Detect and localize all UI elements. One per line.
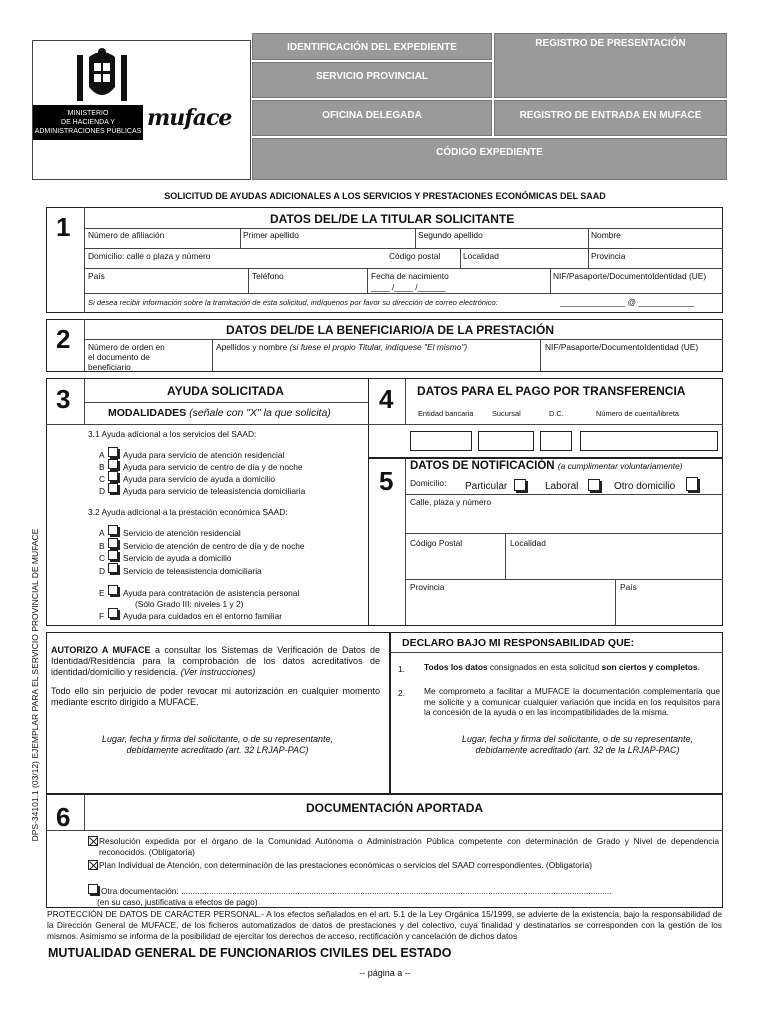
s32-b-letter: B [99, 541, 105, 551]
modalidades-label [108, 407, 331, 419]
s32-e-letter: E [99, 588, 105, 598]
apellidos-note: (si fuese el propio Titular, indíquese "El mismo") [289, 342, 468, 352]
proteccion-datos: PROTECCIÓN DE DATOS DE CARÁCTER PERSONAL.- A los efectos señalados en el art. 5.1 de la Ley Orgánica 15/1999, se advierte de la existencia, bajo la responsabilidad de la Dirección General de MUFACE, de los ficheros automatizados de datos de prestaciones y del colectivo, cuya finalidad y destinatarios se corresponden con la gestión de los mismos. Asimismo se informa de la posibilidad de ejercitar los derechos de acceso, rectificación y cancelación de dichos datos [47, 909, 722, 941]
d2-checkbox-checked[interactable] [88, 860, 98, 870]
section-3-title: AYUDA SOLICITADA [167, 384, 284, 398]
identificacion-expediente-cell: IDENTIFICACIÓN DEL EXPEDIENTE [252, 33, 492, 60]
otro-domicilio-label: Otro domicilio [614, 481, 676, 492]
codigo-postal-label: Código postal [389, 251, 441, 261]
section-6-title: DOCUMENTACIÓN APORTADA [306, 801, 484, 815]
numero-afiliacion-label: Número de afiliación [88, 230, 165, 240]
s32-d-checkbox[interactable] [108, 563, 118, 573]
autorizo-firma: Lugar, fecha y firma del solicitante, o de su representante, debidamente acreditado (art. 32 LRJAP-PAC) [101, 734, 334, 755]
dc-input[interactable] [540, 431, 572, 451]
s32-c-letter: C [99, 553, 106, 563]
email-template[interactable]: ______________ @ ____________ [560, 297, 695, 307]
provincia-label: Provincia [591, 251, 626, 261]
document-title: SOLICITUD DE AYUDAS ADICIONALES A LOS SERVICIOS Y PRESTACIONES ECONÓMICAS DEL SAAD [164, 191, 606, 201]
s31-d-letter: D [99, 486, 106, 496]
ministry-line-3: ADMINISTRACIONES PÚBLICAS [34, 128, 142, 135]
apellidos-nombre-label [216, 342, 467, 352]
entidad-label: Entidad bancaria [418, 409, 474, 418]
orden-line-1: Número de orden en [88, 342, 165, 352]
declaro-1-c: son ciertos y completos [601, 662, 698, 672]
s32-e-text: Ayuda para contratación de asistencia personal [123, 588, 300, 598]
declaro-title: DECLARO BAJO MI RESPONSABILIDAD QUE: [402, 637, 635, 649]
modalidades-note: (señale con "X" la que solicita) [189, 407, 331, 419]
codigo-expediente-cell: CÓDIGO EXPEDIENTE [252, 138, 727, 180]
pais-label: País [88, 271, 105, 281]
orden-line-3: beneficiario [88, 362, 131, 372]
header-logo-box [32, 40, 251, 180]
servicio-provincial-cell: SERVICIO PROVINCIAL [252, 62, 492, 98]
s31-b-checkbox[interactable] [108, 459, 118, 469]
domicilio-label: Domicilio: calle o plaza y número [88, 251, 211, 261]
s31-a-checkbox[interactable] [108, 447, 118, 457]
s32-c-text: Servicio de ayuda a domicilio [123, 553, 232, 563]
section-1-title: DATOS DEL/DE LA TITULAR SOLICITANTE [270, 212, 515, 226]
footer-title: MUTUALIDAD GENERAL DE FUNCIONARIOS CIVILES DEL ESTADO [48, 946, 452, 960]
s31-c-letter: C [99, 474, 106, 484]
s5-provincia-label: Provincia [410, 582, 445, 592]
declaro-2-text: Me comprometo a facilitar a MUFACE la documentación complementaria que me solicite y a comunicar cualquier variación que incida en los requisitos para la concesión de la ayuda o en las incompatibilidades de la misma. [424, 686, 720, 717]
s5-title-note: (a cumplimentar voluntariamente) [557, 461, 683, 471]
email-note: Si desea recibir información sobre la tramitación de esta solicitud, indíquenos por favor su dirección de correo electrónico: [88, 298, 498, 307]
autorizo-body: a consultar los Sistemas de Verificación de Datos de Identidad/Residencia para la comprobación de los datos acreditativos de identidad/domicilio y residencia. [51, 645, 380, 677]
otro-domicilio-checkbox[interactable] [686, 477, 698, 491]
d3-checkbox[interactable] [88, 884, 98, 894]
fecha-template: ____ /____ /______ [371, 282, 446, 292]
s32-a-text: Servicio de atención residencial [123, 528, 241, 538]
autorizo-bold: AUTORIZO A MUFACE [51, 645, 151, 655]
primer-apellido-label: Primer apellido [243, 230, 299, 240]
autorizo-revocar: Todo ello sin perjuicio de poder revocar mi autorización en cualquier momento mediante escrito dirigido a MUFACE. [51, 686, 380, 707]
documento-1: Resolución expedida por el órgano de la Comunidad Autónoma o Administración Pública competente con determinación de Grado y Nivel de dependencia reconocidos. (Obligatoria) [99, 836, 719, 857]
cuenta-label: Número de cuenta/libreta [596, 409, 679, 418]
documento-2: Plan Individual de Atención, con determinación de las prestaciones económicas o servicios del SAAD correspondientes. (Obligatoria) [99, 860, 592, 870]
cuenta-input[interactable] [580, 431, 718, 451]
s5-localidad-label: Localidad [510, 538, 546, 548]
particular-label: Particular [465, 481, 508, 492]
s32-f-checkbox[interactable] [108, 608, 118, 618]
s31-d-text: Ayuda para servicio de teleasistencia domiciliaria [123, 486, 306, 496]
orden-line-2: el documento de [88, 352, 150, 362]
segundo-apellido-label: Segundo apellido [418, 230, 483, 240]
apellidos-text: Apellidos y nombre [216, 342, 288, 352]
oficina-delegada-cell: OFICINA DELEGADA [252, 100, 492, 136]
s31-b-letter: B [99, 462, 105, 472]
declaro-1-b: consignados en esta solicitud [487, 662, 602, 672]
s32-d-text: Servicio de teleasistencia domiciliaria [123, 566, 262, 576]
page-label: -- página a -- [359, 968, 411, 978]
declaro-1-text [424, 662, 720, 673]
declaro-2-num: 2. [398, 688, 405, 698]
dc-label: D.C. [549, 409, 564, 418]
entidad-input[interactable] [410, 431, 472, 451]
s32-c-checkbox[interactable] [108, 550, 118, 560]
localidad-label: Localidad [463, 251, 499, 261]
muface-logo: muface [147, 105, 232, 131]
nif-text: NIF/Pasaporte/DocumentoIdentidad [553, 271, 687, 281]
nombre-label: Nombre [591, 230, 621, 240]
sucursal-input[interactable] [478, 431, 534, 451]
section-5-title [410, 460, 683, 472]
modalidades-text: MODALIDADES [108, 407, 187, 419]
coat-of-arms-icon [67, 47, 137, 105]
nif-ue: (UE) [688, 271, 707, 281]
fecha-nacimiento-label: Fecha de nacimiento [371, 271, 449, 281]
sub1-label: 3.1 Ayuda adicional a los servicios del SAAD: [88, 429, 257, 439]
s32-a-checkbox[interactable] [108, 525, 118, 535]
autorizo-text [51, 645, 380, 678]
s32-d-letter: D [99, 566, 106, 576]
ministry-label [33, 105, 143, 140]
section-5-number: 5 [379, 466, 394, 496]
particular-checkbox[interactable] [514, 479, 526, 491]
documento-3-note: (en su caso, justificativa a efectos de pago) [97, 897, 258, 907]
s31-d-checkbox[interactable] [108, 483, 118, 493]
declaro-1-a: Todos los datos [424, 662, 488, 672]
s5-codigo-postal-label: Código Postal [410, 538, 463, 548]
s32-e-checkbox[interactable] [108, 585, 118, 595]
section-6-number: 6 [56, 802, 71, 832]
laboral-label: Laboral [545, 481, 579, 492]
autorizo-instrucciones: (Ver instrucciones) [180, 667, 256, 677]
registro-presentacion-cell: REGISTRO DE PRESENTACIÓN [494, 33, 727, 98]
declaro-firma: Lugar, fecha y firma del solicitante, o de su representante, debidamente acreditado (art. 32 de la LRJAP-PAC) [461, 734, 694, 755]
s32-f-text: Ayuda para cuidados en el entorno familiar [123, 611, 283, 621]
sub2-label: 3.2 Ayuda adicional a la prestación económica SAAD: [88, 507, 288, 517]
s32-a-letter: A [99, 528, 105, 538]
registro-entrada-cell: REGISTRO DE ENTRADA EN MUFACE [494, 100, 727, 136]
s5-domicilio-label: Domicilio: [410, 478, 447, 488]
declaro-1-d: . [697, 662, 700, 672]
ministry-line-2: DE HACIENDA Y [61, 119, 115, 126]
section-4-number: 4 [379, 384, 394, 414]
s31-a-text: Ayuda para servicio de atención residencial [123, 450, 285, 460]
s32-f-letter: F [99, 611, 105, 621]
laboral-checkbox[interactable] [588, 479, 600, 491]
ministry-line-1: MINISTERIO [67, 110, 109, 117]
section-3-number: 3 [56, 384, 71, 414]
d1-checkbox-checked[interactable] [88, 836, 98, 846]
s5-title-text: DATOS DE NOTIFICACIÓN [410, 460, 555, 472]
s32-e-text2: (Sólo Grado III: niveles 1 y 2) [135, 599, 244, 609]
s31-a-letter: A [99, 450, 105, 460]
s31-b-text: Ayuda para servicio de centro de día y de noche [123, 462, 303, 472]
s5-pais-label: País [620, 582, 637, 592]
section-2-number: 2 [56, 324, 71, 354]
s5-calle-label: Calle, plaza y número [410, 497, 491, 507]
s31-c-text: Ayuda para servicio de ayuda a domicilio [123, 474, 276, 484]
telefono-label: Teléfono [252, 271, 284, 281]
numero-orden-label [88, 342, 165, 372]
declaro-1-num: 1. [398, 664, 405, 674]
sucursal-label: Sucursal [492, 409, 521, 418]
s32-b-text: Servicio de atención de centro de día y de noche [123, 541, 305, 551]
section-2-title: DATOS DEL/DE LA BENEFICIARIO/A DE LA PRESTACIÓN [226, 323, 555, 337]
section-4-title: DATOS PARA EL PAGO POR TRANSFERENCIA [417, 384, 686, 398]
section-1-number: 1 [56, 212, 71, 242]
documento-3: Otra documentación: ......................................................................................................................................................................................... [101, 886, 612, 896]
beneficiario-nif-label: NIF/Pasaporte/DocumentoIdentidad (UE) [545, 342, 699, 352]
nif-label [553, 271, 706, 281]
side-form-code: DPS-34101.1 (03/12) EJEMPLAR PARA EL SERVICIO PROVINCIAL DE MUFACE [30, 528, 40, 842]
s32-b-checkbox[interactable] [108, 538, 118, 548]
s31-c-checkbox[interactable] [108, 471, 118, 481]
